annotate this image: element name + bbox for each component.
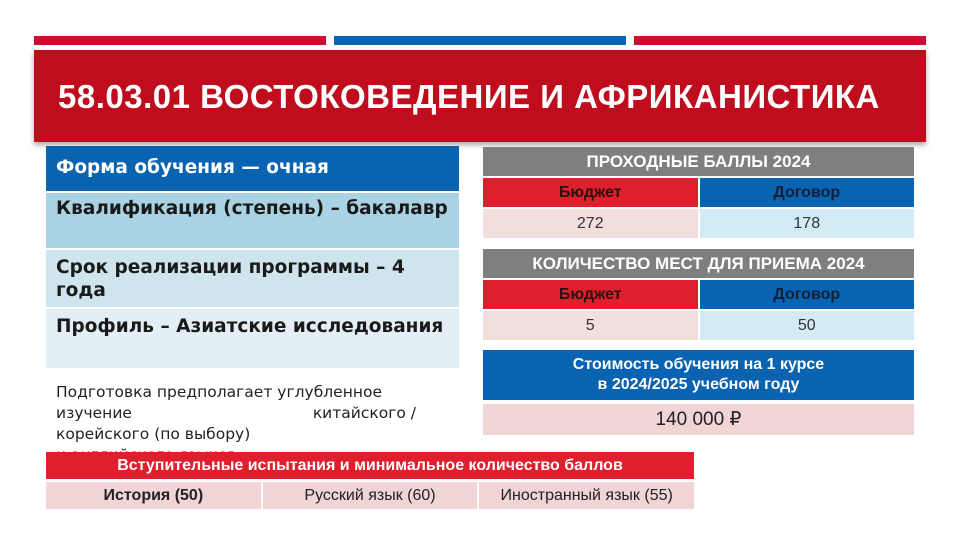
tuition-cost-value: 140 000 ₽ [483,404,914,435]
info-qualification: Квалификация (степень) – бакалавр [46,193,459,250]
places-value-row [483,311,914,340]
note-line-2-right: китайского / [312,404,416,422]
scores-contract-value: 178 [700,209,915,238]
exam-history: История (50) [46,482,261,509]
note-line-2-left: изучение [56,404,132,422]
note-line-3: корейского (по выбору) [56,425,251,443]
entrance-exams-row [46,482,694,509]
passing-scores-header: ПРОХОДНЫЕ БАЛЛЫ 2024 [483,147,914,176]
title-band [34,50,926,142]
top-stripe-red-right [634,36,926,45]
passing-scores-head-row [483,178,914,207]
tuition-cost-line-2: в 2024/2025 учебном году [597,376,800,393]
info-profile: Профиль – Азиатские исследования [46,309,459,370]
page-title: 58.03.01 ВОСТОКОВЕДЕНИЕ И АФРИКАНИСТИКА [58,78,880,115]
tuition-cost [483,350,914,435]
places-col-contract: Договор [700,280,915,309]
info-duration: Срок реализации программы – 4 года [46,250,459,309]
passing-scores-value-row [483,209,914,238]
scores-col-budget: Бюджет [483,178,698,207]
info-study-form: Форма обучения — очная [46,146,459,193]
exam-foreign-language: Иностранный язык (55) [479,482,694,509]
scores-col-contract: Договор [700,178,915,207]
top-stripe-blue [334,36,626,45]
places-col-budget: Бюджет [483,280,698,309]
program-info [46,146,459,370]
tuition-cost-line-1: Стоимость обучения на 1 курсе [572,356,825,373]
exam-russian: Русский язык (60) [263,482,478,509]
places-header: КОЛИЧЕСТВО МЕСТ ДЛЯ ПРИЕМА 2024 [483,249,914,278]
places-budget-value: 5 [483,311,698,340]
entrance-exams-header: Вступительные испытания и минимальное количество баллов [46,452,694,479]
scores-budget-value: 272 [483,209,698,238]
note-line-1: Подготовка предполагает углубленное [56,383,382,401]
entrance-exams [46,452,694,509]
places-head-row [483,280,914,309]
places-table [483,249,914,340]
places-contract-value: 50 [700,311,915,340]
note-line-2 [56,403,416,424]
top-stripe-red-left [34,36,326,45]
passing-scores-table [483,147,914,238]
tuition-cost-header [483,350,914,400]
